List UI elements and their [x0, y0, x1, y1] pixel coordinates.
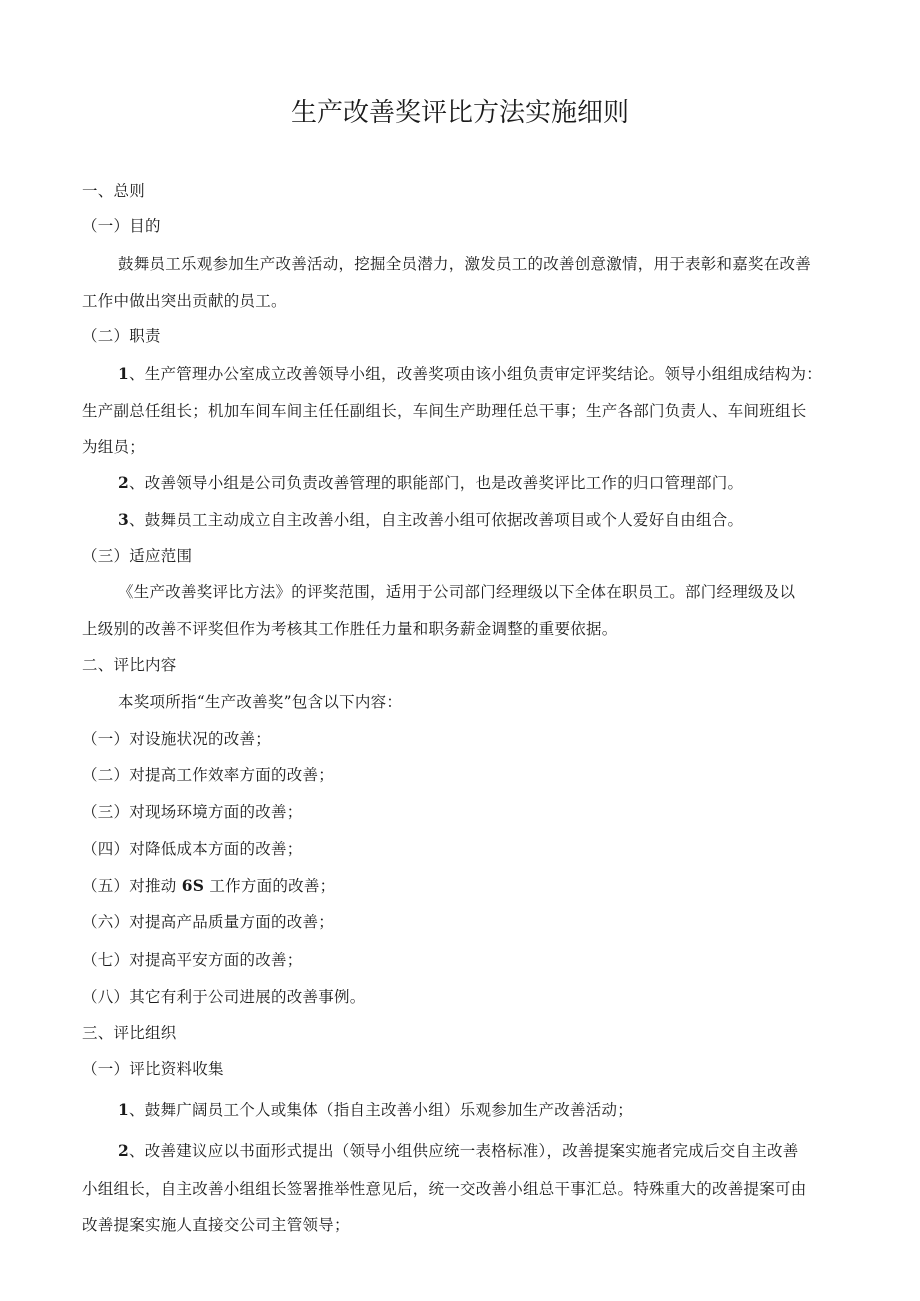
paragraph-line: 改善提案实施人直接交公司主管领导； [82, 1216, 350, 1234]
list-item: （八）其它有利于公司进展的改善事例。 [82, 988, 366, 1006]
list-item [82, 875, 872, 897]
paragraph-line: 工作中做出突出贡献的员工。 [82, 292, 287, 310]
heading-evaluation-content: 二、评比内容 [82, 656, 177, 674]
paragraph-line: 为组员； [82, 438, 146, 456]
item-number: 3 [118, 510, 130, 529]
paragraph-line: 本奖项所指“生产改善奖”包含以下内容： [118, 693, 403, 711]
paragraph-line [118, 1140, 872, 1162]
item-text: 、改善建议应以书面形式提出（领导小组供应统一表格标准），改善提案实施者完成后交自主改善 [129, 1142, 799, 1160]
item-prefix: （五）对推动 [82, 877, 182, 895]
heading-evaluation-organization: 三、评比组织 [82, 1024, 177, 1042]
subheading-duties: （二）职责 [82, 327, 161, 345]
subheading-data-collection: （一）评比资料收集 [82, 1060, 224, 1078]
item-text: 、改善领导小组是公司负责改善管理的职能部门，也是改善奖评比工作的归口管理部门。 [129, 474, 744, 492]
item-text: 、鼓舞广阔员工个人或集体（指自主改善小组）乐观参加生产改善活动； [129, 1101, 634, 1119]
item-number: 2 [118, 1141, 130, 1160]
paragraph-line: 生产副总任组长；机加车间车间主任任副组长，车间生产助理任总干事；生产各部门负责人、车间班组长 [82, 402, 807, 420]
paragraph-line: 小组组长，自主改善小组组长签署推举性意见后，统一交改善小组总干事汇总。特殊重大的改善提案可由 [82, 1180, 807, 1198]
paragraph-line [118, 363, 872, 385]
item-number: 1 [118, 364, 130, 383]
heading-general: 一、总则 [82, 182, 146, 200]
paragraph-line [118, 1099, 872, 1121]
subheading-scope: （三）适应范围 [82, 547, 193, 565]
subheading-purpose: （一）目的 [82, 217, 161, 235]
list-item: （一）对设施状况的改善； [82, 730, 272, 748]
item-text: 、鼓舞员工主动成立自主改善小组，自主改善小组可依据改善项目或个人爱好自由组合。 [129, 511, 744, 529]
item-text: 、生产管理办公室成立改善领导小组，改善奖项由该小组负责审定评奖结论。领导小组组成结构为： [129, 365, 823, 383]
item-bold-text: 6S [181, 876, 205, 895]
paragraph-line [118, 509, 872, 531]
list-item: （二）对提高工作效率方面的改善； [82, 766, 335, 784]
paragraph-line: 鼓舞员工乐观参加生产改善活动，挖掘全员潜力，激发员工的改善创意激情，用于表彰和嘉奖在改善 [118, 255, 812, 273]
item-text: 工作方面的改善； [204, 877, 336, 895]
list-item: （三）对现场环境方面的改善； [82, 803, 303, 821]
paragraph-line: 上级别的改善不评奖但作为考核其工作胜任力量和职务薪金调整的重要依据。 [82, 620, 618, 638]
document-title: 生产改善奖评比方法实施细则 [290, 98, 629, 128]
paragraph-line [118, 472, 872, 494]
item-number: 2 [118, 473, 130, 492]
list-item: （四）对降低成本方面的改善； [82, 840, 303, 858]
list-item: （六）对提高产品质量方面的改善； [82, 913, 335, 931]
list-item: （七）对提高平安方面的改善； [82, 951, 303, 969]
item-number: 1 [118, 1100, 130, 1119]
paragraph-line: 《生产改善奖评比方法》的评奖范围，适用于公司部门经理级以下全体在职员工。部门经理级及以 [118, 583, 796, 601]
